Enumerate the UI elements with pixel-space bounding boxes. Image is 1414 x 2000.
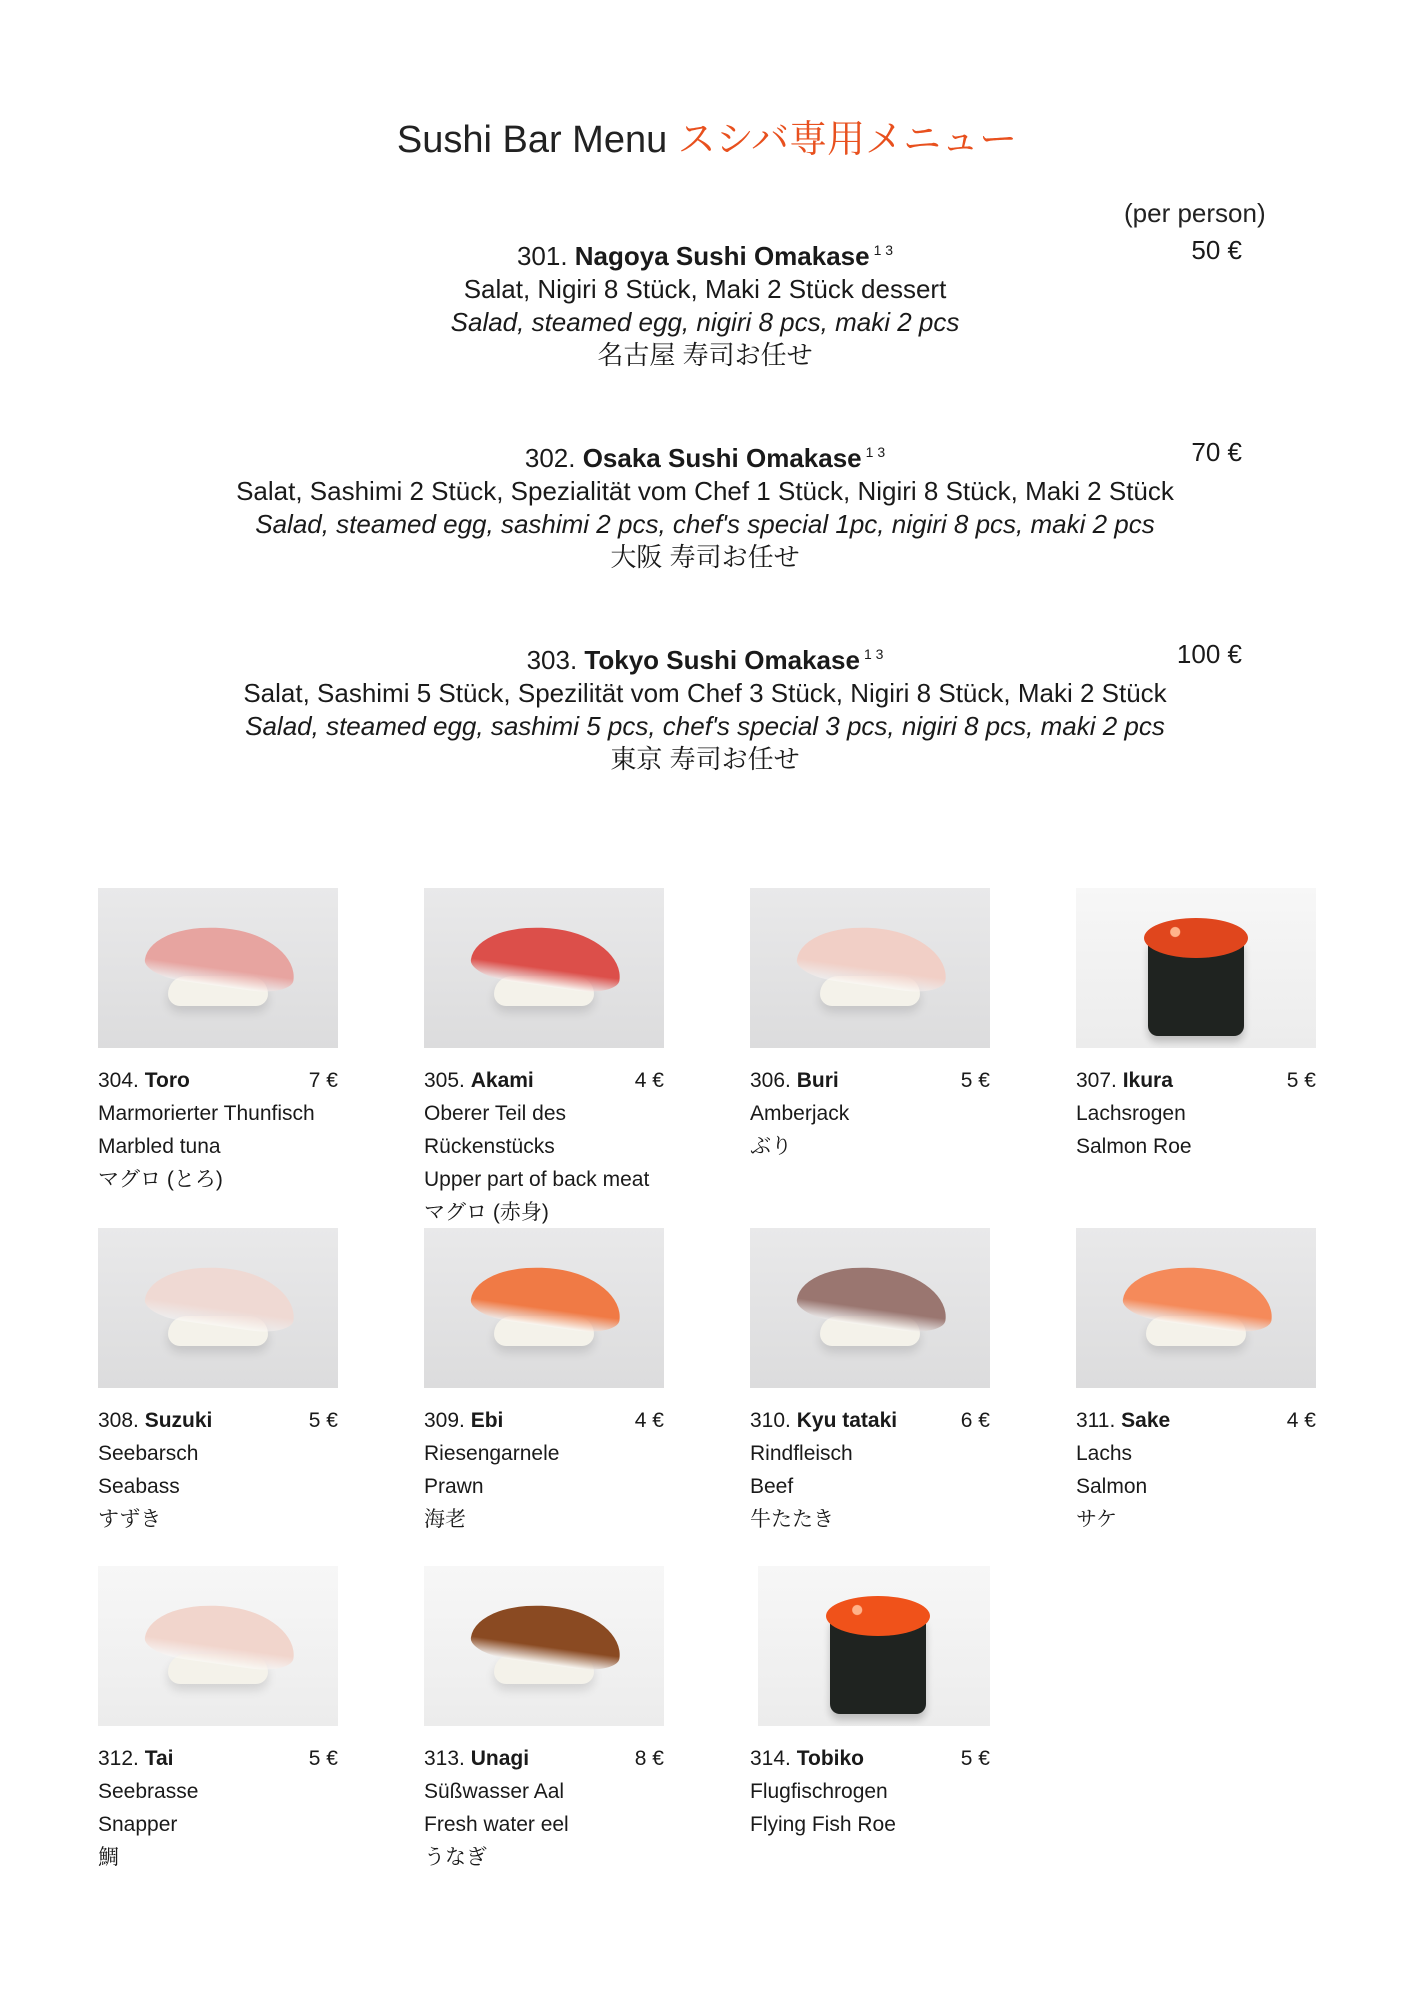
menu-card-sake [1076,1228,1316,1536]
sushi-photo [750,1228,990,1388]
fish-topping [469,1596,626,1674]
sushi-photo [98,888,338,1048]
menu-card-akami [424,888,664,1229]
item-price: 50 € [1191,235,1242,265]
item-title: 314. Tobiko [750,1747,864,1770]
omakase-heading [180,234,1230,273]
item-title: 312. Tai [98,1747,174,1770]
roe-topping [1144,918,1248,958]
fish-topping [143,1258,300,1336]
roe-topping [826,1596,930,1636]
item-title: 304. Toro [98,1069,190,1092]
fish-topping [469,1258,626,1336]
description-de: Marmorierter Thunfisch [98,1102,315,1125]
omakase-item-303 [180,638,1242,776]
item-title: 309. Ebi [424,1409,504,1432]
description-jp: すずき [98,1508,162,1531]
description-en: Flying Fish Roe [750,1813,896,1836]
description-en: Salad, steamed egg, sashimi 5 pcs, chef's special 3 pcs, nigiri 8 pcs, maki 2 pcs [245,711,1165,741]
description-jp: マグロ (とろ) [98,1168,223,1191]
sushi-photo [424,1566,664,1726]
menu-card-unagi [424,1566,664,1874]
description-jp: 海老 [424,1508,466,1531]
fish-topping [795,1258,952,1336]
item-title: 306. Buri [750,1069,839,1092]
item-price: 5 € [960,1069,990,1092]
sushi-photo [1076,888,1316,1048]
description-jp: 大阪 寿司お任せ [610,542,800,572]
per-person-note: (per person) [1124,198,1266,228]
item-price: 4 € [1286,1409,1316,1432]
description-jp: 東京 寿司お任せ [610,744,800,774]
item-price: 70 € [1191,437,1242,467]
description-jp: サケ [1076,1508,1118,1531]
description-jp: マグロ (赤身) [424,1201,549,1224]
description-de: Rindfleisch [750,1442,853,1465]
omakase-item-302 [180,436,1242,574]
page-title [0,108,1414,163]
menu-card-ebi [424,1228,664,1536]
description-jp: 名古屋 寿司お任せ [597,340,813,370]
item-title: 305. Akami [424,1069,534,1092]
description-en: Seabass [98,1475,180,1498]
menu-card-suzuki [98,1228,338,1536]
fish-topping [1121,1258,1278,1336]
item-price: 6 € [960,1409,990,1432]
omakase-heading [180,638,1230,677]
description-en: Snapper [98,1813,178,1836]
item-title: 307. Ikura [1076,1069,1173,1092]
item-name: Tokyo Sushi Omakase [584,645,860,675]
item-number: 303. [526,645,578,675]
description-en: Beef [750,1475,794,1498]
item-price: 100 € [1176,639,1242,669]
description-de: Riesengarnele [424,1442,560,1465]
description-en: ぶり [750,1135,792,1158]
menu-card-tai [98,1566,338,1874]
item-number: 301. [516,241,568,271]
item-price: 5 € [308,1747,338,1770]
fish-topping [795,918,952,996]
item-title: 310. Kyu tataki [750,1409,898,1432]
item-price: 7 € [308,1069,338,1092]
item-price: 5 € [960,1747,990,1770]
description-de: Salat, Sashimi 5 Stück, Spezilität vom Chef 3 Stück, Nigiri 8 Stück, Maki 2 Stück [243,678,1167,708]
description-en: Salad, steamed egg, sashimi 2 pcs, chef's special 1pc, nigiri 8 pcs, maki 2 pcs [255,509,1155,539]
description-en: Salad, steamed egg, nigiri 8 pcs, maki 2 pcs [450,307,960,337]
allergen-codes: 1 3 [873,242,894,258]
menu-card-tobiko [750,1566,990,1841]
item-price: 4 € [634,1069,664,1092]
description-de: Amberjack [750,1102,850,1125]
omakase-item-301 [180,234,1242,372]
menu-card-ikura [1076,888,1316,1163]
description-en: Upper part of back meat [424,1168,650,1191]
description-en: Fresh water eel [424,1813,569,1836]
item-number: 302. [524,443,576,473]
description-en: Marbled tuna [98,1135,221,1158]
menu-card-buri [750,888,990,1163]
sushi-photo [750,888,990,1048]
menu-card-kyu-tataki [750,1228,990,1536]
description-de: Salat, Sashimi 2 Stück, Spezialität vom Chef 1 Stück, Nigiri 8 Stück, Maki 2 Stück [236,476,1174,506]
description-jp: 牛たたき [750,1508,834,1531]
item-name: Nagoya Sushi Omakase [574,241,870,271]
fish-topping [469,918,626,996]
item-price: 8 € [634,1747,664,1770]
item-price: 5 € [1286,1069,1316,1092]
fish-topping [143,918,300,996]
description-de: Lachsrogen [1076,1102,1186,1125]
description-en: Salmon [1076,1475,1148,1498]
allergen-codes: 1 3 [863,646,884,662]
omakase-heading [180,436,1230,475]
sushi-photo [98,1566,338,1726]
title-en: Sushi Bar Menu [396,119,668,161]
description-en: Salmon Roe [1076,1135,1192,1158]
description-jp: うなぎ [424,1846,487,1869]
menu-card-toro [98,888,338,1196]
allergen-codes: 1 3 [865,444,886,460]
description-jp: 鯛 [98,1846,119,1869]
sushi-photo [424,888,664,1048]
sushi-photo [1076,1228,1316,1388]
item-title: 308. Suzuki [98,1409,213,1432]
item-price: 4 € [634,1409,664,1432]
description-en: Prawn [424,1475,484,1498]
description-de: Lachs [1076,1442,1133,1465]
item-name: Osaka Sushi Omakase [582,443,862,473]
description-de: Süßwasser Aal [424,1780,565,1803]
description-de: Salat, Nigiri 8 Stück, Maki 2 Stück dessert [463,274,947,304]
sushi-photo [98,1228,338,1388]
item-title: 313. Unagi [424,1747,530,1770]
item-title: 311. Sake [1076,1409,1171,1432]
sushi-photo [758,1566,990,1726]
description-de: Oberer Teil des Rückenstücks [424,1102,567,1158]
description-de: Flugfischrogen [750,1780,888,1803]
description-de: Seebarsch [98,1442,199,1465]
item-price: 5 € [308,1409,338,1432]
title-jp: スシバ専用メニュー [677,119,1018,161]
fish-topping [143,1596,300,1674]
description-de: Seebrasse [98,1780,199,1803]
sushi-photo [424,1228,664,1388]
